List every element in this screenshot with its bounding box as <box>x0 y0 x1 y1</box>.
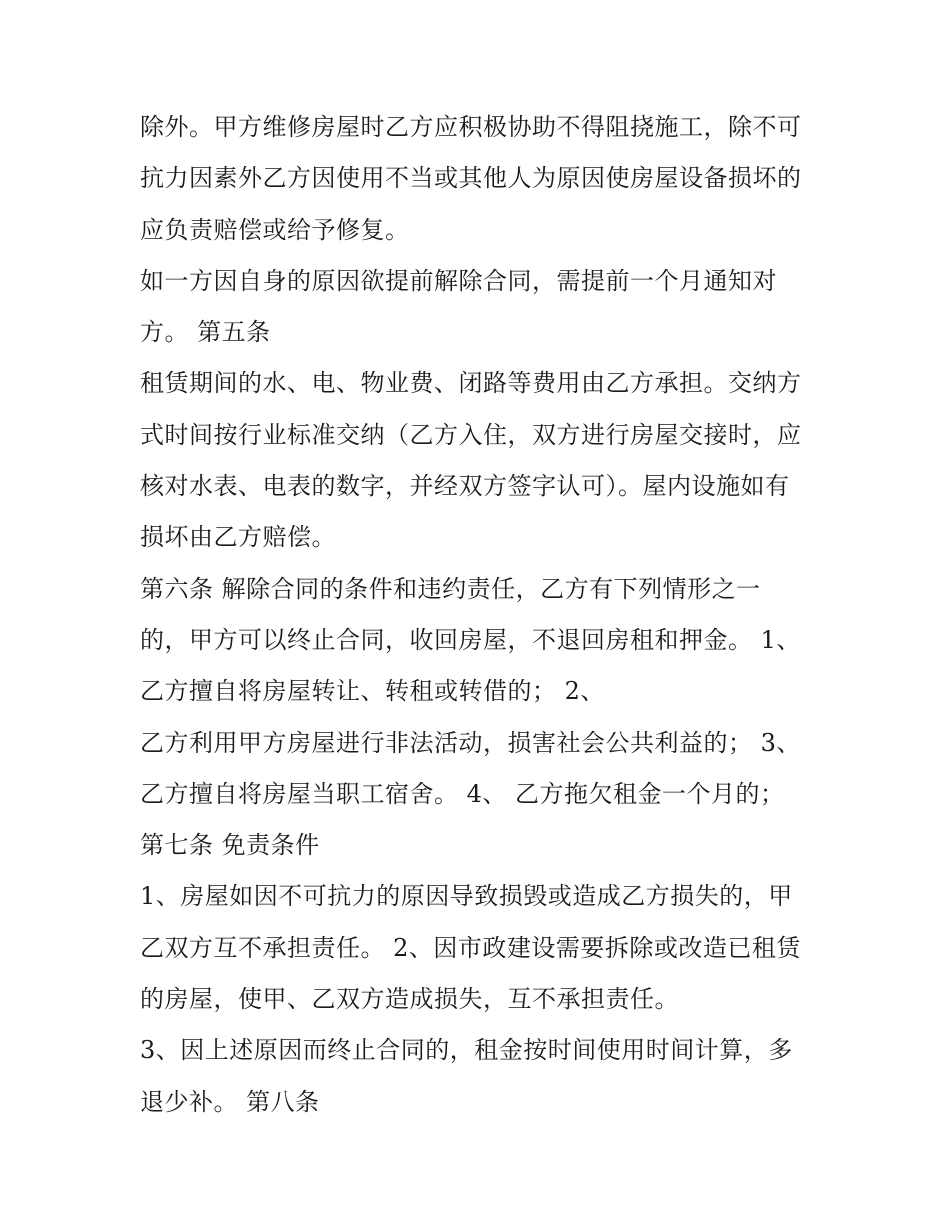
text-line: 乙方擅自将房屋转让、转租或转借的； 2、 <box>140 677 605 706</box>
text-line: 第七条 免责条件 <box>140 831 320 860</box>
text-line: 损坏由乙方赔偿。 <box>140 523 336 552</box>
text-line: 除外。甲方维修房屋时乙方应积极协助不得阻挠施工，除不可 <box>140 113 802 141</box>
text-line: 3、因上述原因而终止合同的，租金按时间使用时间计算，多 <box>140 1036 793 1065</box>
text-line: 的，甲方可以终止合同，收回房屋，不退回房租和押金。 1、 <box>140 625 801 654</box>
text-line: 1、房屋如因不可抗力的原因导致损毁或造成乙方损失的，甲 <box>140 882 793 911</box>
text-line: 第六条 解除合同的条件和违约责任，乙方有下列情形之一 <box>140 574 761 603</box>
text-line: 核对水表、电表的数字，并经双方签字认可）。屋内设施如有 <box>140 472 790 501</box>
text-line: 退少补。 第八条 <box>140 1087 320 1116</box>
document-body <box>140 102 840 1128</box>
text-line: 应负责赔偿或给予修复。 <box>140 215 410 244</box>
text-line: 乙双方互不承担责任。 2、因市政建设需要拆除或改造已租赁 <box>140 933 801 962</box>
text-line: 如一方因自身的原因欲提前解除合同，需提前一个月通知对 <box>140 266 777 295</box>
text-line: 方。 第五条 <box>140 318 271 347</box>
text-line: 的房屋，使甲、乙双方造成损失，互不承担责任。 <box>140 985 679 1014</box>
text-line: 抗力因素外乙方因使用不当或其他人为原因使房屋设备损坏的 <box>140 164 802 193</box>
text-line: 乙方利用甲方房屋进行非法活动，损害社会公共利益的； 3、 <box>140 728 801 757</box>
text-line: 式时间按行业标准交纳（乙方入住，双方进行房屋交接时，应 <box>140 420 802 449</box>
text-line: 租赁期间的水、电、物业费、闭路等费用由乙方承担。交纳方 <box>140 369 802 398</box>
text-line: 乙方擅自将房屋当职工宿舍。 4、 乙方拖欠租金一个月的； <box>140 779 785 808</box>
